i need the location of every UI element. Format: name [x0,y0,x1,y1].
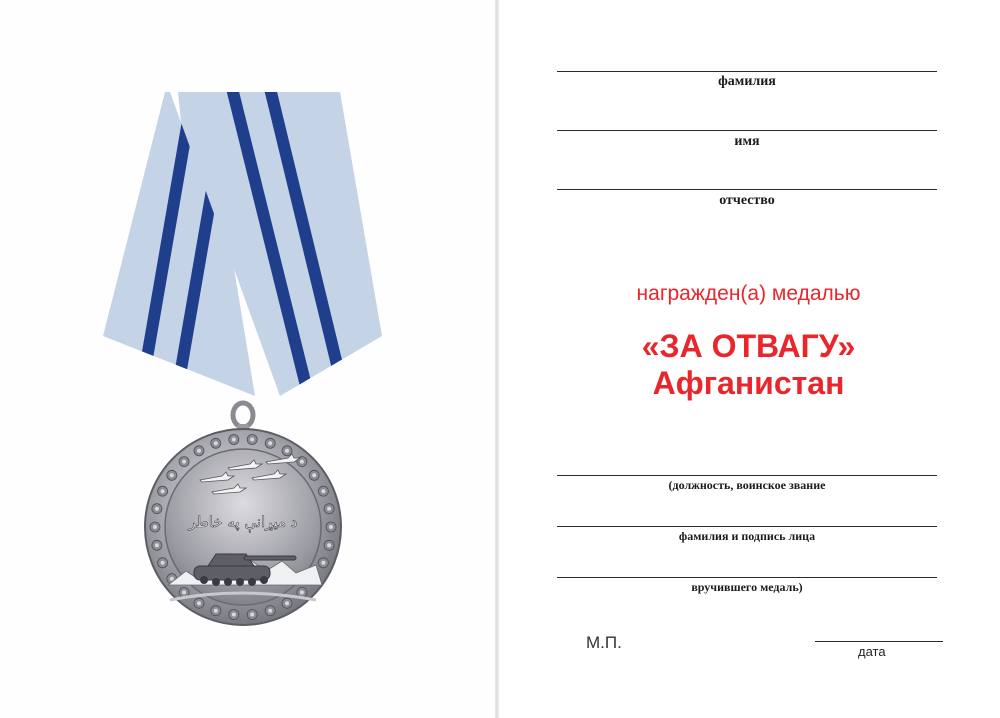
rim-rosette-center [232,613,236,617]
signature-line[interactable] [557,526,937,527]
rim-rosette-center [327,507,331,511]
rim-rosette-center [300,590,304,594]
presenter-line[interactable] [557,577,937,578]
date-label: дата [858,644,886,659]
rim-rosette-center [161,561,165,565]
rim-rosette-center [268,609,272,613]
position-line[interactable] [557,475,937,476]
rim-rosette-center [182,460,186,464]
rim-rosette-center [250,613,254,617]
surname-label: фамилия [718,74,776,89]
awarded-text: награжден(а) медалью [636,282,861,305]
patronymic-line[interactable] [557,189,937,190]
rim-rosette-center [250,438,254,442]
medal-subtitle: Афганистан [652,365,845,401]
rim-rosette-center [312,473,316,477]
rim-rosette-center [161,489,165,493]
rim-rosette-center [170,577,174,581]
date-line[interactable] [815,641,943,642]
position-rank-label: (должность, воинское звание [668,478,826,492]
rim-rosette-center [153,525,157,529]
rim-rosette-center [170,473,174,477]
medal-inscription: د میړانې په خاطر [188,513,298,531]
seal-label: М.П. [586,633,622,652]
rim-rosette-center [155,543,159,547]
rim-rosette-center [197,449,201,453]
rim-rosette-center [285,601,289,605]
rim-rosette-center [327,543,331,547]
medal-illustration [90,80,390,640]
rim-rosette-center [197,601,201,605]
rim-rosette-center [300,460,304,464]
rim-rosette-center [329,525,333,529]
name-line[interactable] [557,130,937,131]
rim-rosette-center [321,561,325,565]
signature-label: фамилия и подпись лица [678,529,816,543]
rim-rosette-center [214,609,218,613]
rim-rosette-center [214,441,218,445]
rim-rosette-center [232,438,236,442]
presenter-label: вручившего медаль) [691,580,803,594]
rim-rosette-center [285,449,289,453]
rim-rosette-center [182,590,186,594]
rim-rosette-center [155,507,159,511]
surname-line[interactable] [557,71,937,72]
patronymic-label: отчество [719,193,775,208]
rim-rosette-center [321,489,325,493]
rim-rosette-center [268,441,272,445]
name-label: имя [734,134,760,149]
medal-title: «ЗА ОТВАГУ» [641,328,856,364]
